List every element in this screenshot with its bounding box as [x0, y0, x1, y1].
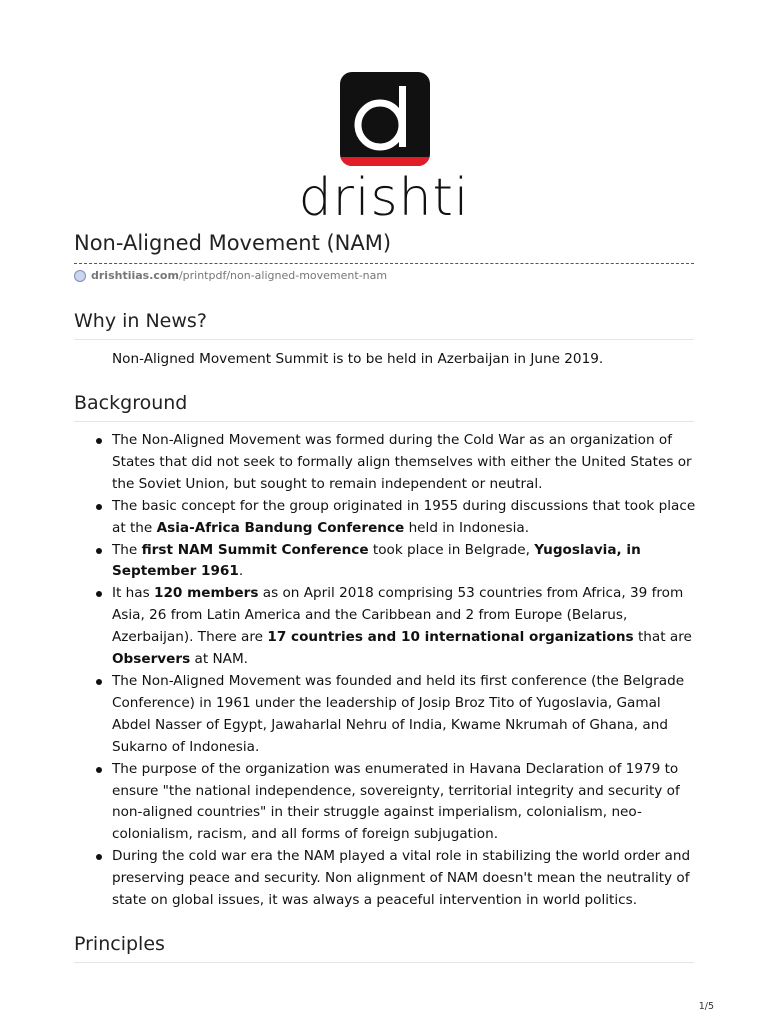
bullet-text: It has [112, 585, 155, 602]
bold-text: Observers [112, 651, 191, 668]
bullet-text: The purpose of the organization was enumerated in Havana Declaration of 1979 to ensure "the national independence, sovereignty, territorial integrity and security of non-aligned countries" in their struggle against imperialism, colonialism, neo-colonialism, racism, and all forms of foreign subjugation. [112, 760, 680, 843]
why-in-news-text: Non-Aligned Movement Summit is to be held in Azerbaijan in June 2019. [112, 351, 604, 367]
bullet-text: The Non-Aligned Movement was formed during the Cold War as an organization of States that did not seek to formally align themselves with either the United States or the Soviet Union, but sought to remain independent or neutral. [112, 432, 692, 492]
background-bullet [74, 846, 700, 912]
bold-text: 17 countries and 10 international organizations [267, 629, 634, 646]
brand-name: drishti [298, 168, 470, 228]
bullet-text: took place in Belgrade, [368, 541, 535, 558]
bullet-text: held in Indonesia. [404, 519, 530, 536]
background-bullet [74, 496, 700, 540]
background-bullet [74, 430, 700, 496]
section-divider [74, 339, 694, 340]
bold-text: Yugoslavia, in September 1961 [112, 541, 641, 580]
section-heading-principles: Principles [74, 933, 165, 955]
source-domain: drishtiias.com [91, 269, 179, 282]
source-link[interactable] [74, 269, 387, 282]
background-bullet [74, 540, 700, 584]
source-path: /printpdf/non-aligned-movement-nam [178, 269, 388, 282]
bullet-text: that are [633, 629, 692, 646]
bold-text: first NAM Summit Conference [141, 541, 369, 558]
background-list [74, 430, 700, 912]
bullet-text: at NAM. [190, 651, 249, 668]
bullet-text: During the cold war era the NAM played a vital role in stabilizing the world order and preserving peace and security. Non alignment of NAM doesn't mean the neutrality of state on global issues, it was always a peaceful intervention in world politics. [112, 848, 691, 909]
globe-icon [74, 270, 86, 282]
section-divider [74, 421, 694, 422]
section-heading-background: Background [74, 392, 188, 414]
bullet-text: The Non-Aligned Movement was founded and held its first conference (the Belgrade Conference) in 1961 under the leadership of Josip Broz Tito of Yugoslavia, Gamal Abdel Nasser of Egypt, Jawaharlal Nehru of India, Kwame Nkrumah of Ghana, and Sukarno of Indonesia. [112, 672, 685, 755]
page-title: Non-Aligned Movement (NAM) [74, 231, 392, 255]
section-divider [74, 962, 694, 963]
bullet-text: . [238, 563, 244, 580]
logo-d-icon [340, 72, 430, 166]
bullet-text: The [112, 541, 142, 558]
drishti-logo [340, 72, 430, 166]
background-bullet [74, 759, 700, 847]
bold-text: 120 members [154, 585, 259, 602]
page-number: 1/5 [698, 1001, 714, 1012]
logo-accent-bar [340, 157, 430, 166]
background-bullet [74, 671, 700, 759]
title-divider [74, 263, 694, 264]
section-heading-why-in-news: Why in News? [74, 310, 207, 332]
bullet-text: The basic concept for the group originated in 1955 during discussions that took place at the [112, 497, 696, 536]
background-bullet [74, 583, 700, 671]
bullet-text: as on April 2018 comprising 53 countries from Africa, 39 from Asia, 26 from Latin America and the Caribbean and 2 from Europe (Belarus, Azerbaijan). There are [112, 585, 684, 646]
bold-text: Asia-Africa Bandung Conference [156, 519, 405, 536]
